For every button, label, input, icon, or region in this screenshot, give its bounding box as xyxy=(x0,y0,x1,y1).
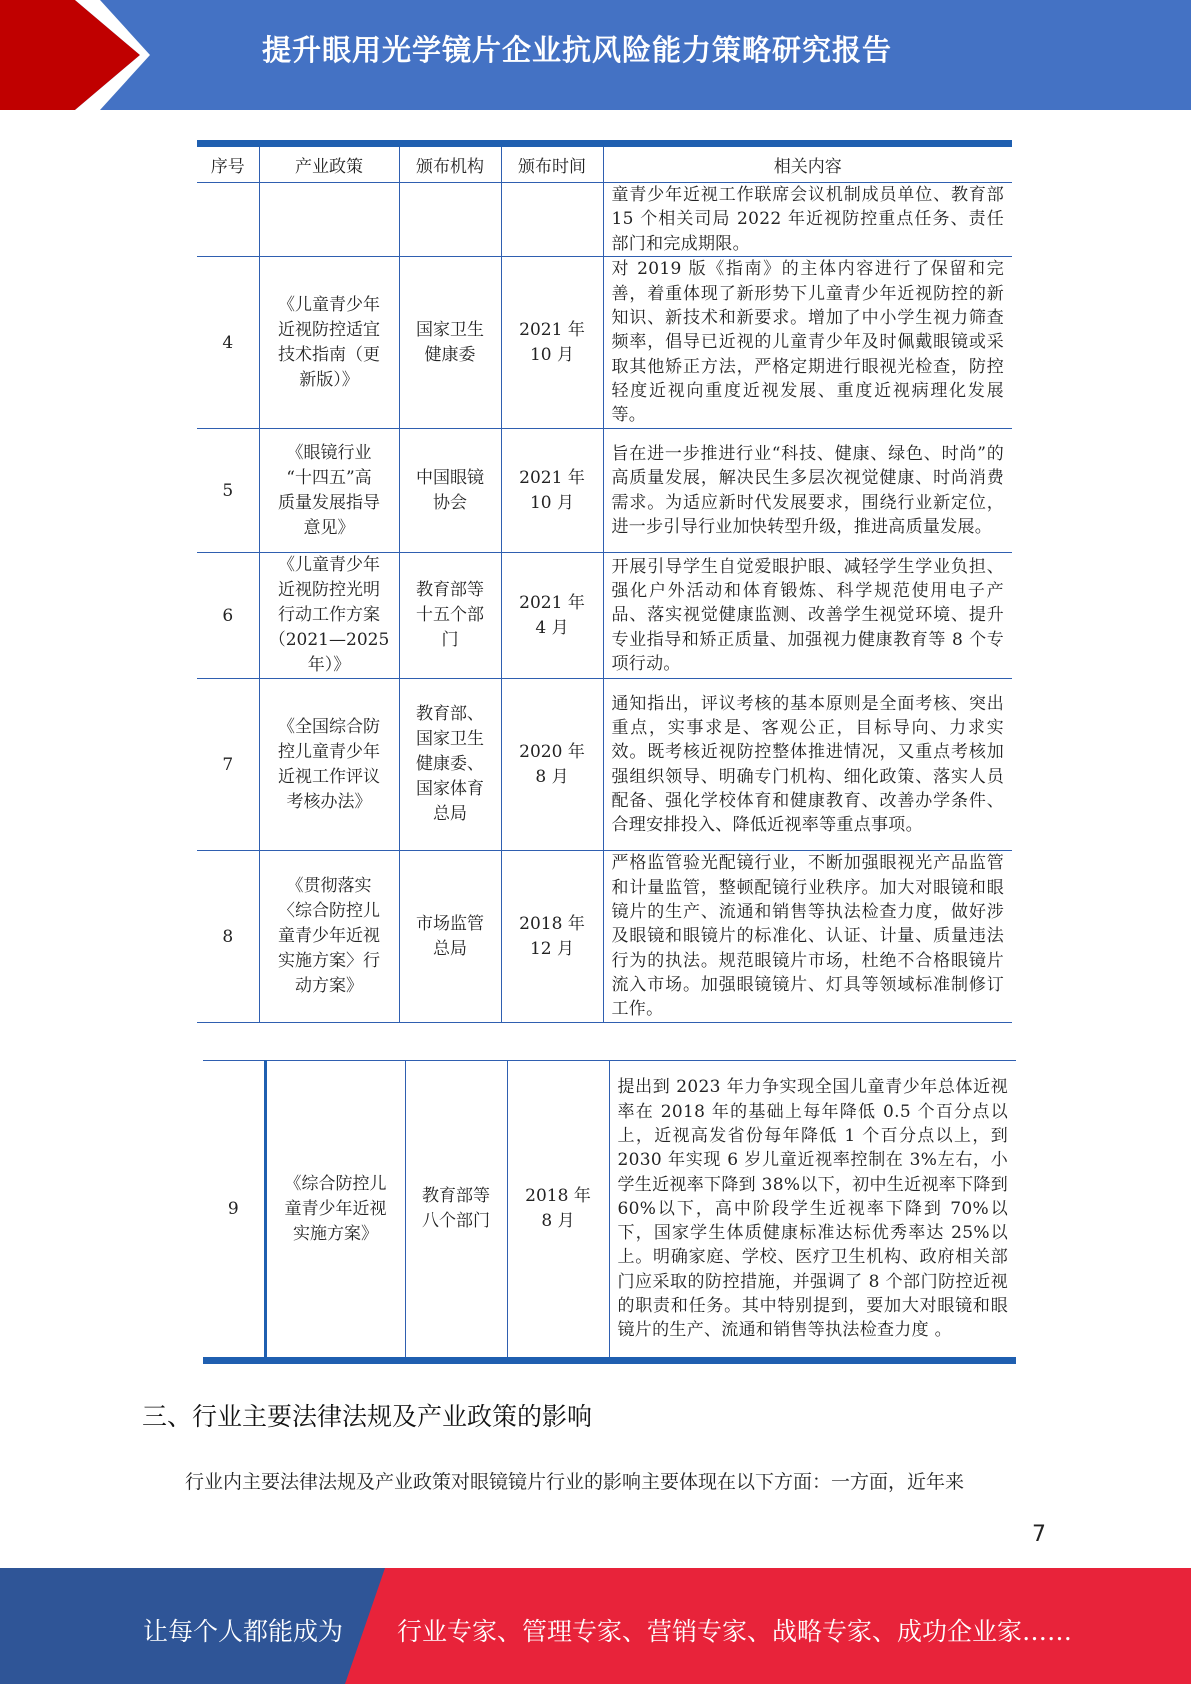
content-cell: 对 2019 版《指南》的主体内容进行了保留和完善，着重体现了新形势下儿童青少年近视防控的新知识、新技术和新要求。增加了中小学生视力筛查频率，倡导已近视的儿童青少年及时佩戴眼镜或采取其他矫正方法，严格定期进行眼视光检查，防控轻度近视向重度近视发展、重度近视病理化发展等。 xyxy=(603,257,1012,429)
content-cell: 通知指出，评议考核的基本原则是全面考核、突出重点，实事求是、客观公正，目标导向、力求实效。既考核近视防控整体推进情况，又重点考核加强组织领导、明确专门机构、细化政策、落实人员配备、强化学校体育和健康教育、改善办学条件、合理安排投入、降低近视率等重点事项。 xyxy=(603,679,1012,851)
policy-name-cell: 《全国综合防 控儿童青少年 近视工作评议 考核办法》 xyxy=(259,679,399,851)
page-footer xyxy=(0,1568,1191,1684)
index-cell: 7 xyxy=(197,679,259,851)
index-cell: 8 xyxy=(197,851,259,1023)
issuer-cell: 教育部、 国家卫生 健康委、 国家体育 总局 xyxy=(399,679,501,851)
policy-table xyxy=(197,140,1012,1023)
index-cell: 9 xyxy=(203,1061,265,1361)
issuer-cell: 国家卫生 健康委 xyxy=(399,257,501,429)
index-cell: 6 xyxy=(197,553,259,679)
table-row xyxy=(197,553,1012,679)
table-row xyxy=(197,429,1012,553)
date-cell: 2018 年 12 月 xyxy=(501,851,603,1023)
table-row xyxy=(203,1061,1016,1361)
date-cell: 2018 年 8 月 xyxy=(507,1061,609,1361)
policy-name-cell: 《眼镜行业 “十四五”高 质量发展指导 意见》 xyxy=(259,429,399,553)
table-row xyxy=(197,183,1012,257)
header-cell-issuer: 颁布机构 xyxy=(399,144,501,183)
index-cell: 5 xyxy=(197,429,259,553)
content-cell: 旨在进一步推进行业“科技、健康、绿色、时尚”的高质量发展，解决民生多层次视觉健康、时尚消费需求。为适应新时代发展要求，围绕行业新定位，进一步引导行业加快转型升级，推进高质量发展。 xyxy=(603,429,1012,553)
footer-slogan-left: 让每个人都能成为 xyxy=(143,1617,344,1646)
content-cell: 童青少年近视工作联席会议机制成员单位、教育部 15 个相关司局 2022 年近视防控重点任务、责任部门和完成期限。 xyxy=(603,183,1012,257)
content-cell: 提出到 2023 年力争实现全国儿童青少年总体近视率在 2018 年的基础上每年降低 0.5 个百分点以上，近视高发省份每年降低 1 个百分点以上，到 2030 年实现 6 岁儿童近视率控制在 3%左右，小学生近视率下降到 38%以下，初中生近视率下降到 60%以下，高中阶段学生近视率下降到 70%以下，国家学生体质健康标准达标优秀率达 25%以上。明确家庭、学校、医疗卫生机构、政府相关部门应采取的防控措施，并强调了 8 个部门防控近视的职责和任务。其中特别提到，要加大对眼镜和眼镜片的生产、流通和销售等执法检查力度 。 xyxy=(609,1061,1016,1361)
date-cell: 2021 年 10 月 xyxy=(501,257,603,429)
header-cell-content: 相关内容 xyxy=(603,144,1012,183)
content-cell: 严格监管验光配镜行业，不断加强眼视光产品监管和计量监管，整顿配镜行业秩序。加大对眼镜和眼镜片的生产、流通和销售等执法检查力度，做好涉及眼镜和眼镜片的标准化、认证、计量、质量违法行为的执法。规范眼镜片市场，杜绝不合格眼镜片流入市场。加强眼镜镜片、灯具等领域标准制修订工作。 xyxy=(603,851,1012,1023)
table-row xyxy=(197,851,1012,1023)
issuer-cell: 市场监管 总局 xyxy=(399,851,501,1023)
issuer-cell: 教育部等 十五个部 门 xyxy=(399,553,501,679)
report-title: 提升眼用光学镜片企业抗风险能力策略研究报告 xyxy=(262,33,893,67)
page-number: 7 xyxy=(1032,1522,1046,1547)
page-header xyxy=(0,0,1191,110)
issuer-cell: 教育部等 八个部门 xyxy=(405,1061,507,1361)
policy-name-cell: 《儿童青少年 近视防控光明 行动工作方案 （2021—2025 年）》 xyxy=(259,553,399,679)
table-header-row xyxy=(197,144,1012,183)
policy-name-cell: 《儿童青少年 近视防控适宜 技术指南（更 新版）》 xyxy=(259,257,399,429)
section-heading: 三、行业主要法律法规及产业政策的影响 xyxy=(142,1402,593,1431)
header-cell-date: 颁布时间 xyxy=(501,144,603,183)
content-cell: 开展引导学生自觉爱眼护眼、减轻学生学业负担、强化户外活动和体育锻炼、科学规范使用电子产品、落实视觉健康监测、改善学生视觉环境、提升专业指导和矫正质量、加强视力健康教育等 8 个专项行动。 xyxy=(603,553,1012,679)
table-row xyxy=(197,257,1012,429)
policy-name-cell: 《贯彻落实 〈综合防控儿 童青少年近视 实施方案〉行 动方案》 xyxy=(259,851,399,1023)
issuer-cell: 中国眼镜 协会 xyxy=(399,429,501,553)
policy-table-continued xyxy=(203,1060,1016,1364)
date-cell: 2021 年 4 月 xyxy=(501,553,603,679)
body-paragraph: 行业内主要法律法规及产业政策对眼镜镜片行业的影响主要体现在以下方面：一方面，近年来 xyxy=(185,1471,965,1493)
policy-name-cell: 《综合防控儿 童青少年近视 实施方案》 xyxy=(265,1061,405,1361)
header-cell-policy: 产业政策 xyxy=(259,144,399,183)
index-cell: 4 xyxy=(197,257,259,429)
table-row xyxy=(197,679,1012,851)
header-cell-index: 序号 xyxy=(197,144,259,183)
date-cell: 2021 年 10 月 xyxy=(501,429,603,553)
date-cell: 2020 年 8 月 xyxy=(501,679,603,851)
footer-slogan-right: 行业专家、管理专家、营销专家、战略专家、成功企业家…… xyxy=(397,1617,1073,1646)
